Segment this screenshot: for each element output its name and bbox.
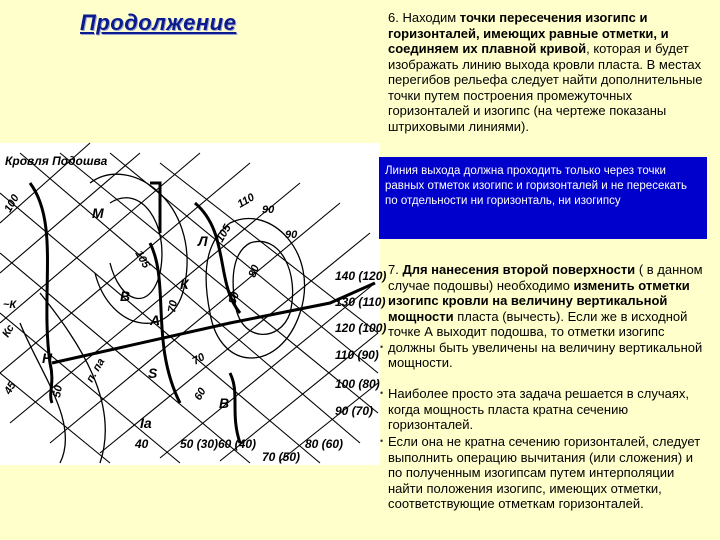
contour-label-45: 45 [2, 379, 19, 397]
contour-label-90: 90 [262, 204, 275, 216]
step-6-number: 6. Находим [388, 10, 457, 25]
contour-label-100: 100 [2, 192, 22, 215]
contour-label-70b: 70 [166, 299, 181, 314]
bottom-label-50: 50 (30) [180, 437, 219, 451]
bullet-2: • [380, 388, 384, 398]
letter-la: Iа [140, 415, 152, 431]
letter-k: К [180, 276, 189, 292]
right-label-100: 100 (80) [335, 377, 380, 391]
contour-label-80b: 80 [246, 263, 263, 280]
contour-label-110: 110 [235, 191, 257, 211]
right-label-110: 110 (90) [335, 348, 379, 362]
right-label-130: 130 (110) [335, 295, 386, 309]
step-7-rest: пласта (вычесть). Если же в исходной точке А выходит подошва, то отметки изогипс должны быть увеличены на величину вертикальной мощности. [388, 308, 703, 370]
paragraph-3: Если она не кратна сечению горизонталей, следует выполнить операцию вычитания (или сложения) и по полученным изогипсам путем интерполяции найти положения изогипс, имеющих отметки, соответствующие отметкам горизонталей. [388, 434, 701, 511]
callout-box: Линия выхода должна проходить только через точки равных отметок изогипс и горизонталей и не пересекать по отдельности ни горизонталь, ни изогипсу [379, 157, 707, 239]
contour-label-80: 80 [226, 290, 243, 307]
step-7-paragraph [388, 262, 710, 371]
geologic-map [0, 143, 387, 465]
bottom-label-60: 60 (40) [218, 437, 257, 451]
contour-label-105b: 105 [132, 248, 152, 271]
step-6-rest: , которая и будет изображать линию выхода кровли пласта. В местах перегибов рельефа следует найти дополнительные точки путем построения промежуточных горизонталей и изогипс (на чертеже показаны штриховыми линиями). [388, 41, 703, 134]
contour-label-50: 50 [51, 384, 66, 399]
step-7-bold-1: Для нанесения второй поверхности [402, 262, 636, 277]
right-label-120: 120 (100) [335, 321, 387, 335]
letter-h: Н [42, 350, 53, 366]
bottom-label-70: 70 (50) [262, 450, 301, 464]
bullet-1: • [380, 342, 384, 352]
map-figure [0, 143, 387, 465]
contour-label-90-top: 90 [285, 229, 298, 241]
side-label-ppa: п. па [84, 356, 108, 385]
contour-label-60: 60 [192, 385, 209, 403]
side-label-kc: Кс [0, 322, 17, 340]
side-label-k: ~К [3, 299, 17, 311]
letter-b: В [120, 288, 131, 304]
letter-s: S [148, 365, 158, 381]
map-header: Кровля Подошва [5, 154, 108, 168]
letter-m: М [92, 205, 104, 221]
bottom-label-80: 80 (60) [305, 437, 344, 451]
right-label-140: 140 (120) [335, 269, 387, 283]
letter-a: А [150, 312, 161, 328]
right-label-90: 90 (70) [335, 404, 374, 418]
letter-l: Л [198, 233, 208, 249]
bottom-label-40: 40 [135, 437, 149, 451]
bullet-3: • [380, 436, 384, 446]
step-6-paragraph [388, 10, 710, 134]
contour-label-105: 105 [214, 222, 234, 245]
step-7-bold-2: изменить отметки изогипс кровли на величину вертикальной мощности [388, 277, 690, 324]
step-6-bold: точки пересечения изогипс и горизонталей, имеющих равные отметки, и соединяем их плавной кривой [388, 10, 669, 56]
paragraph-2: Наиболее просто эта задача решается в случаях, когда мощность пласта кратна сечению горизонталей. [388, 386, 690, 432]
step-7-number: 7. [388, 262, 399, 277]
contour-label-70: 70 [190, 351, 208, 368]
page-title: Продолжение [80, 10, 237, 35]
letter-v: В [219, 395, 230, 411]
step-7-mid: ( в данном случае подошвы) необходимо [388, 262, 703, 293]
